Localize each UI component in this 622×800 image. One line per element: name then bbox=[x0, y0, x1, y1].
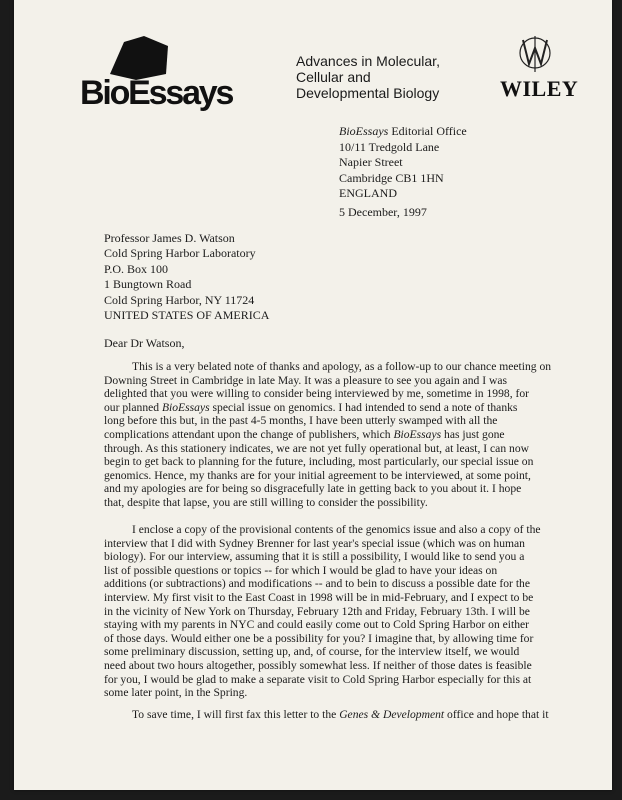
text-line bbox=[104, 708, 582, 722]
text-span: has just gone bbox=[441, 427, 505, 441]
bioessays-logo bbox=[80, 30, 280, 110]
address-line: Cold Spring Harbor Laboratory bbox=[104, 246, 256, 261]
text-line: list of possible questions or topics -- for which I would be glad to have your ideas on bbox=[104, 563, 498, 577]
text-line: interview. My first visit to the East Coast in 1998 will be in mid-February, and I expect to be bbox=[104, 590, 534, 604]
letter-page bbox=[14, 0, 612, 790]
logo-wordmark: BioEssays bbox=[80, 74, 233, 112]
paragraph-1 bbox=[104, 360, 582, 510]
text-line: delighted that you were willing to consider being interviewed by me, sometime in 1998, for bbox=[104, 387, 530, 401]
salutation: Dear Dr Watson, bbox=[104, 336, 185, 350]
letter-date: 5 December, 1997 bbox=[339, 205, 427, 219]
wiley-emblem-icon bbox=[518, 34, 552, 74]
text-line: that, despite that lapse, you are still willing to consider the possibility. bbox=[104, 495, 428, 509]
text-line: and my apologies are for being so disgracefully late in getting back to you about it. I hope bbox=[104, 482, 522, 496]
office-line bbox=[339, 124, 467, 140]
text-line: This is a very belated note of thanks and apology, as a follow-up to our chance meeting on bbox=[132, 360, 552, 373]
address-line: UNITED STATES OF AMERICA bbox=[104, 308, 270, 323]
text-line: of those days. Would either one be a possibility for you? I imagine that, by allowing time for bbox=[104, 631, 534, 645]
office-line: Cambridge CB1 1HN bbox=[339, 170, 444, 185]
journal-tagline bbox=[296, 53, 440, 101]
text-line: additions (or subtractions) and modifications -- and to bein to discuss a possible date for the bbox=[104, 577, 530, 591]
office-line: ENGLAND bbox=[339, 186, 397, 200]
text-line bbox=[104, 401, 582, 415]
tagline-line: Cellular and bbox=[296, 69, 371, 85]
text-span: complications attendant upon the change of publishers, which bbox=[104, 427, 394, 441]
address-line: P.O. Box 100 bbox=[104, 261, 169, 276]
office-line: 10/11 Tredgold Lane bbox=[339, 139, 440, 154]
text-line: Downing Street in Cambridge in late May. It was a pleasure to see you again and I was bbox=[104, 373, 507, 387]
address-line: Professor James D. Watson bbox=[104, 231, 235, 245]
text-line: staying with my parents in NYC and could easily come out to Cold Spring Harbor on either bbox=[104, 618, 530, 632]
tagline-line: Developmental Biology bbox=[296, 85, 440, 101]
wiley-wordmark: WILEY bbox=[500, 76, 579, 101]
address-line: 1 Bungtown Road bbox=[104, 277, 192, 292]
office-title: Editorial Office bbox=[388, 124, 467, 138]
text-line: interview that I did with Sydney Brenner for last year's special issue (which was on human bbox=[104, 536, 525, 550]
text-line: begin to get back to planning for the future, including, most particularly, our special issue on bbox=[104, 455, 534, 469]
text-line: through. As this stationery indicates, we are not yet fully operational but, at least, I can now bbox=[104, 441, 529, 455]
text-line: some later point, in the Spring. bbox=[104, 686, 248, 700]
text-line: biology). For our interview, assuming that it is still a possibility, I would like to send you a bbox=[104, 550, 525, 564]
journal-name: BioEssays bbox=[161, 400, 210, 414]
journal-name: BioEssays bbox=[393, 427, 442, 441]
text-span: special issue on genomics. I had intended to send a note of thanks bbox=[209, 400, 518, 414]
text-span: To save time, I will first fax this letter to the bbox=[132, 708, 340, 721]
paragraph-2 bbox=[104, 523, 582, 700]
journal-name: BioEssays bbox=[339, 124, 389, 138]
text-line: for you, I would be glad to make a separate visit to Cold Spring Harbor especially for this at bbox=[104, 672, 532, 686]
text-line bbox=[104, 428, 582, 442]
text-line: some preliminary discussion, setting up, and, of course, for the interview itself, we would bbox=[104, 645, 520, 659]
recipient-address bbox=[104, 231, 269, 323]
text-line: genomics. Hence, my thanks are for your initial agreement to be interviewed, at some point, bbox=[104, 468, 531, 482]
editorial-office-address bbox=[339, 124, 467, 202]
tagline-line: Advances in Molecular, bbox=[296, 53, 440, 69]
text-span: office and hope that it bbox=[444, 708, 549, 721]
paragraph-3 bbox=[104, 708, 582, 722]
address-line: Cold Spring Harbor, NY 11724 bbox=[104, 292, 255, 307]
text-span: our planned bbox=[104, 400, 162, 414]
text-line: I enclose a copy of the provisional contents of the genomics issue and also a copy of the bbox=[132, 523, 541, 536]
text-line: need about two hours altogether, possibly somewhat less. If neither of those dates is feasible bbox=[104, 658, 532, 672]
office-line: Napier Street bbox=[339, 155, 403, 169]
text-line: in the vicinity of New York on Thursday, February 12th and Friday, February 13th. I will be bbox=[104, 604, 530, 618]
text-line: long before this but, in the past 4-5 months, I have been utterly swamped with all the bbox=[104, 414, 498, 428]
journal-name: Genes & Development bbox=[339, 708, 445, 721]
